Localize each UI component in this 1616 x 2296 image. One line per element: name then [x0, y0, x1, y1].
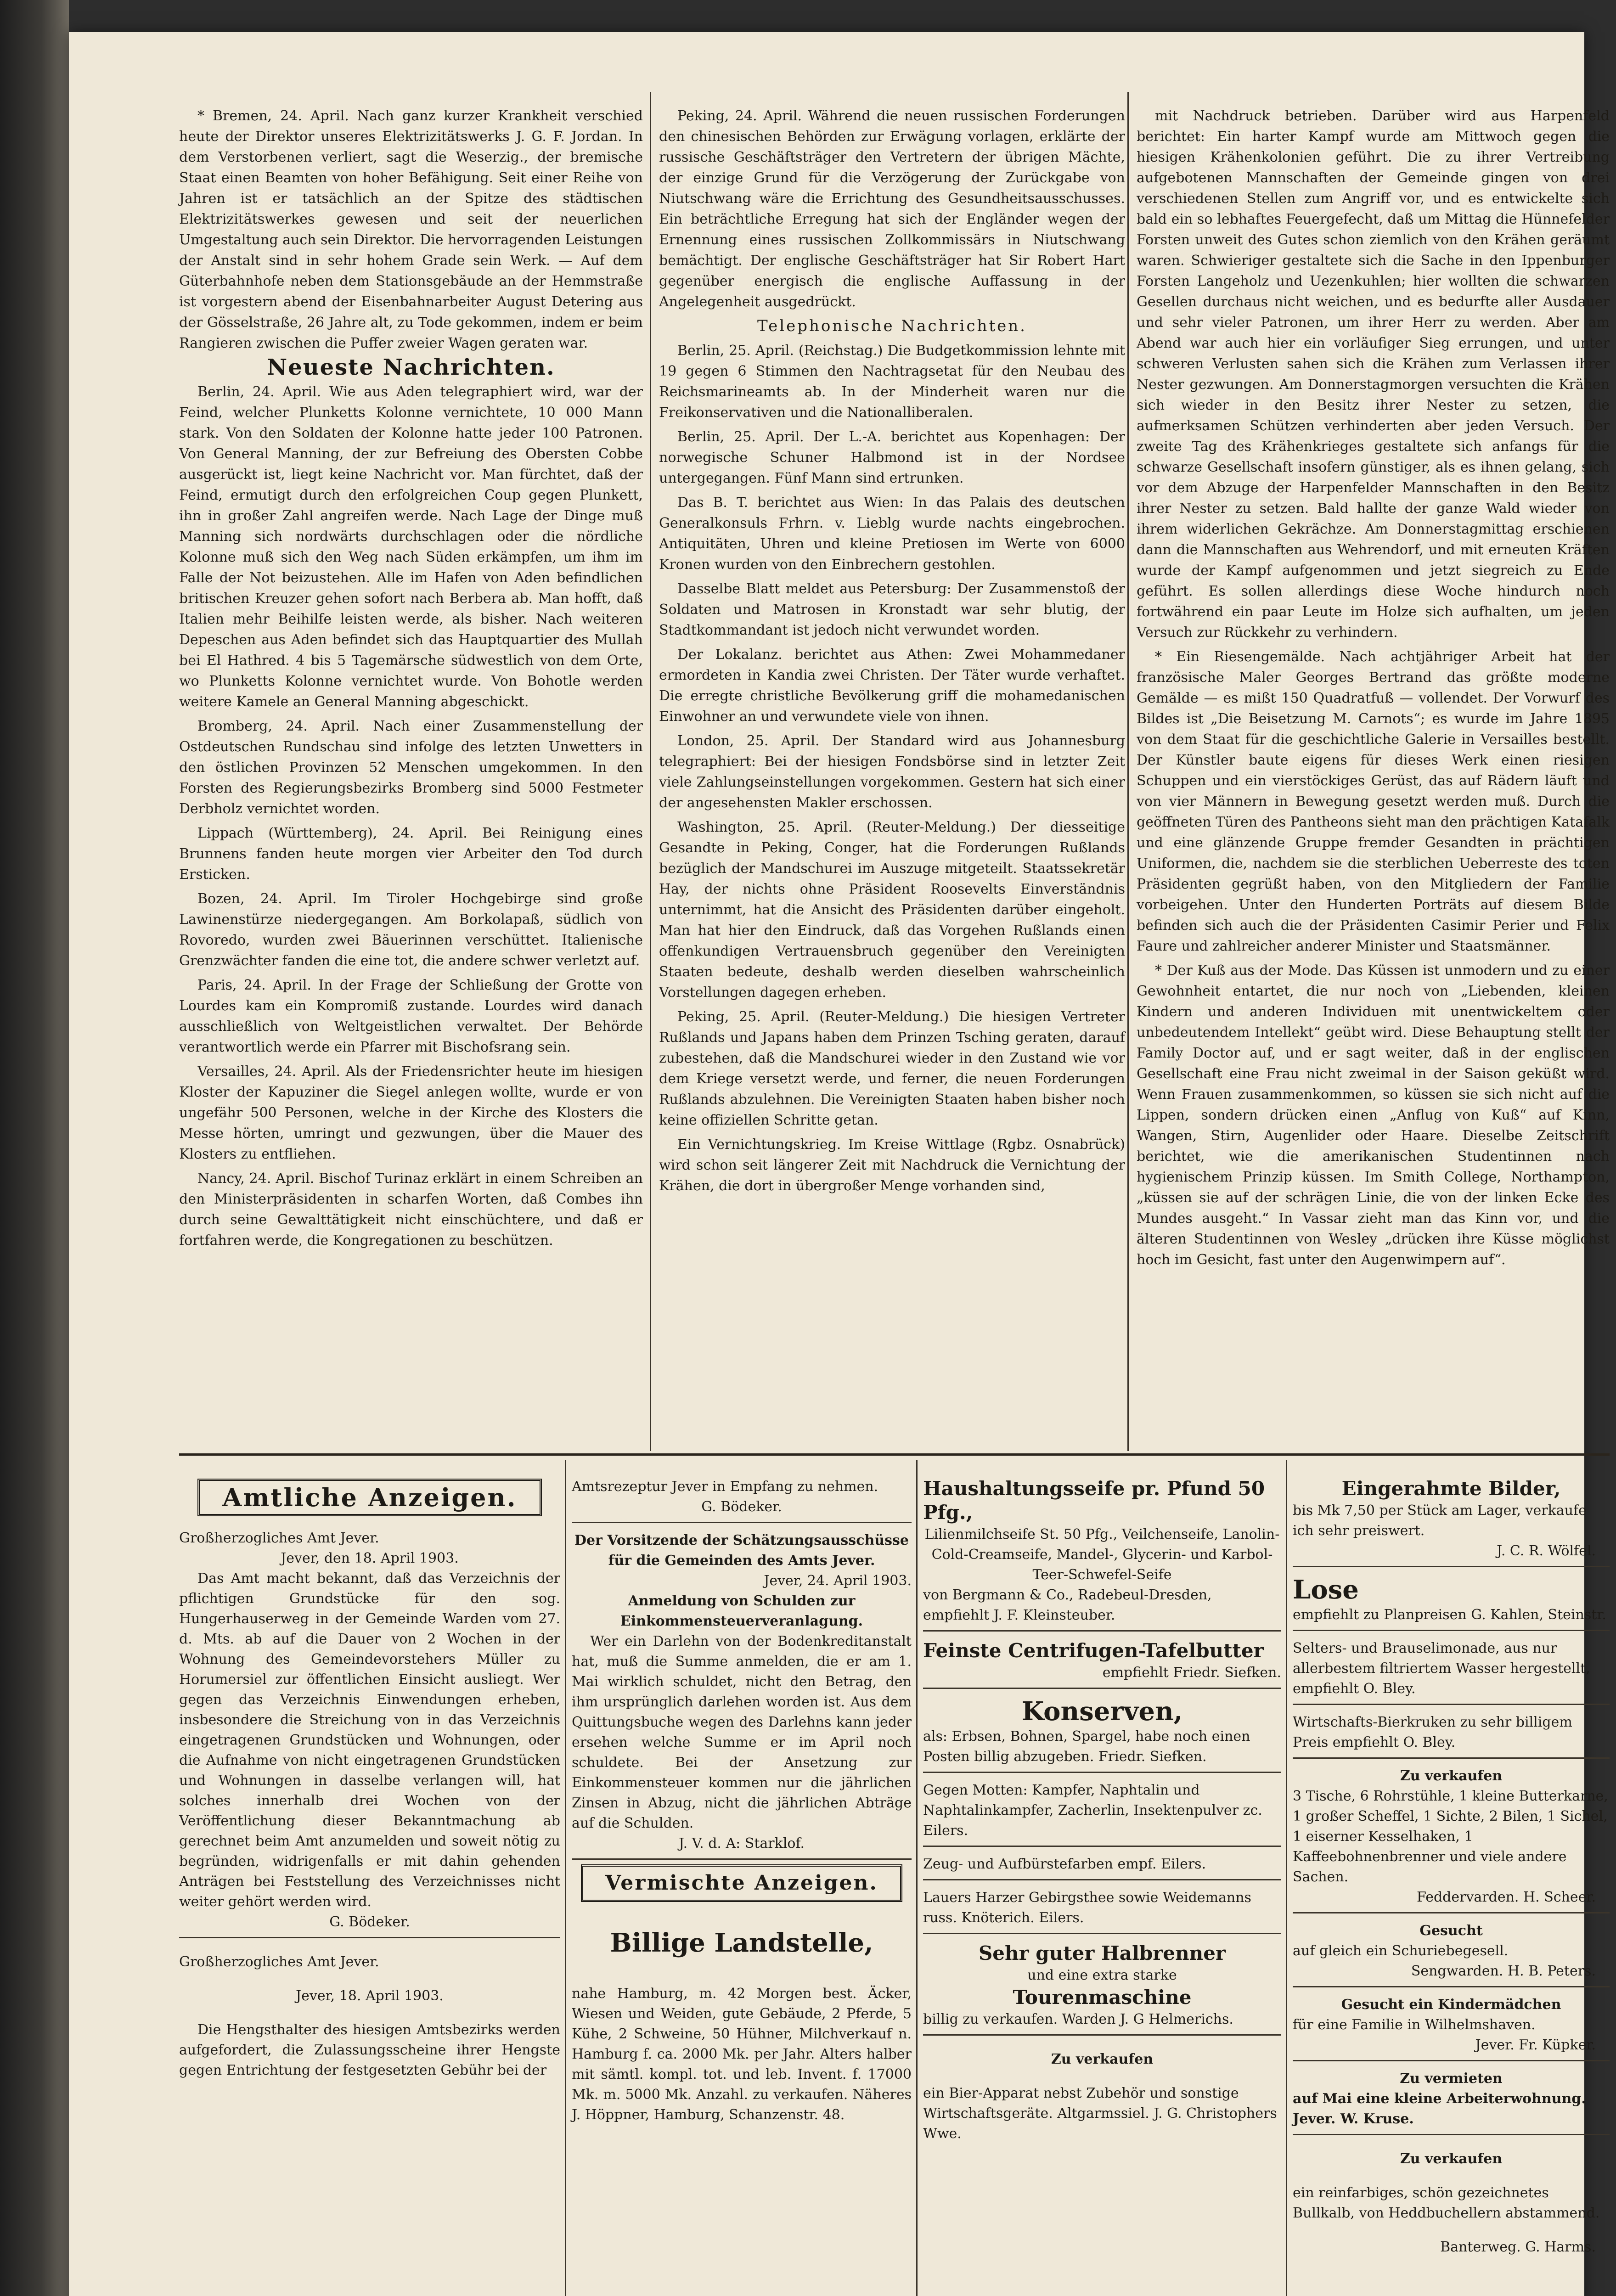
ad-text: ein reinfarbiges, schön gezeichnetes Bullkalb, von Heddbuchellern abstammend.: [1293, 2185, 1600, 2221]
news-column-3: [1137, 106, 1610, 1274]
ad-title: Zu verkaufen: [1051, 2051, 1154, 2067]
ad-selters: [1293, 1636, 1610, 1705]
ad-column-amtliche: [179, 1474, 560, 2094]
ad-text: Gegen Motten: Kampfer, Naphtalin und Naphtalinkampfer, Zacherlin, Insektenpulver zc. Eilers.: [923, 1782, 1262, 1839]
ad-motten: [923, 1778, 1281, 1847]
column-rule: [1127, 92, 1129, 1451]
notice-office: Großherzogliches Amt Jever.: [179, 1954, 379, 1970]
ad-text: nahe Hamburg, m. 42 Morgen best. Äcker, Wiesen und Weiden, gute Gebäude, 2 Pferde, 5 Kühe, 2 Schweine, 50 Hühner, Milchverkauf n. Hamburg f. ca. 2000 Mk. per Jahr. Alters halber mit sämtl. kompl. tot. und leb. Invent. f. 17000 Mk. m. 5000 Mk. Anzahl. zu verkaufen. Näheres J. Höppner, Hamburg, Schanzenstr. 48.: [572, 1986, 912, 2123]
article-bozen: Bozen, 24. April. Im Tiroler Hochgebirge sind große Lawinenstürze niedergegangen. Am Borkolapaß, südlich von Rovoredo, wurden zwei Bäuerinnen verschüttet. Italienische Grenzwächter fanden die eine tot, die andere schwer verletzt auf.: [179, 891, 643, 969]
article-versailles: Versailles, 24. April. Als der Friedensrichter heute im hiesigen Kloster der Kapuziner die Siegel anlegen wollte, wurde er von ungefähr 500 Personen, welche in der Kirche des Klosters die Messe hörten, umringt und gezwungen, über die Mauer des Klosters zu entfliehen.: [179, 1064, 643, 1162]
article-nancy: Nancy, 24. April. Bischof Turinaz erklärt in einem Schreiben an den Ministerpräsidenten in scharfen Worten, daß Combes ihn durch seine Gewalttätigkeit nicht einschüchtere, und daß er fortfahren werde, die Kongregationen zu beschützen.: [179, 1171, 643, 1249]
notice-text: Amtsrezeptur Jever in Empfang zu nehmen.: [572, 1479, 878, 1495]
ad-lose: [1293, 1572, 1610, 1631]
article-washington: Washington, 25. April. (Reuter-Meldung.) Der diesseitige Gesandte in Peking, Conger, hat die Forderungen Rußlands bezüglich der Mandschurei im Auszuge mitgeteilt. Staatssekretär Hay, der nichts ohne Präsident Roosevelts Einverständnis unternimmt, hat die Ansicht des Präsidenten darüber eingeholt. Man hat hier den Eindruck, daß das Vorgehen Rußlands einen offenkundigen Vertrauensbruch gegenüber den Vereinigten Staaten bedeute, deshalb werden dieselben wahrscheinlich Vorstellungen dagegen erheben.: [659, 819, 1125, 1001]
ad-kindermaedchen: [1293, 1992, 1610, 2061]
notice-date: Jever, 24. April 1903.: [764, 1573, 912, 1589]
article-lippach: Lippach (Württemberg), 24. April. Bei Reinigung eines Brunnens fanden heute morgen vier Arbeiter den Tod durch Ersticken.: [179, 825, 643, 883]
ad-bierkruken: [1293, 1710, 1610, 1759]
ad-text: Lauers Harzer Gebirgsthee sowie Weidemanns russ. Knöterich. Eilers.: [923, 1890, 1251, 1926]
section-heading-telephonische: Telephonische Nachrichten.: [757, 317, 1027, 335]
ad-subtitle: und eine extra starke: [1027, 1967, 1177, 1983]
notice-signature: G. Bödeker.: [329, 1914, 410, 1930]
ad-halbrenner: [923, 1939, 1281, 2036]
ad-title: Feinste Centrifugen-Tafelbutter: [923, 1639, 1264, 1662]
notice-hungerhauserweg: [179, 1525, 560, 1938]
ad-zeug: [923, 1851, 1281, 1880]
ad-text: Wirtschafts-Bierkruken zu sehr billigem Preis empfiehlt O. Bley.: [1293, 1714, 1572, 1750]
ad-text: Lilienmilchseife St. 50 Pfg., Veilchenseife, Lanolin-Cold-Creamseife, Mandel-, Glycerin- und Karbol-Teer-Schwefel-Seife: [924, 1526, 1280, 1583]
article-riesengemaelde: * Ein Riesengemälde. Nach achtjähriger Arbeit hat der französische Maler Georges Bertrand das größte moderne Gemälde — es mißt 150 Quadratfuß — vollendet. Der Vorwurf des Bildes ist „Die Beisetzung M. Carnots“; es wurde im Jahre 1895 von dem Staat für die geschichtliche Galerie in Versailles bestellt. Der Künstler baute eigens für dieses Werk einen riesigen Schuppen und ein vierstöckiges Gerüst, das auf Rädern läuft und von vier Männern in Bewegung gesetzt werden muß. Durch die geöffneten Türen des Pantheons sieht man den prächtigen Katafalk und eine glänzende Gruppe fremder Gesandten in prächtigen Uniformen, die, nachdem sie die sterblichen Ueberreste des toten Präsidenten gegrüßt haben, von den Mitgliedern der Familie vorbeigehen. Unter den Hunderten Porträts auf diesem Bilde befinden sich auch die der Präsidenten Casimir Perier und Felix Faure und zahlreicher anderer Minister und Staatsmänner.: [1137, 649, 1610, 954]
ad-title: Zu verkaufen: [1400, 2151, 1503, 2167]
ad-text: empfiehlt Friedr. Siefken.: [1102, 1665, 1281, 1681]
notice-date: Jever, 18. April 1903.: [296, 1988, 444, 2004]
notice-title: Anmeldung von Schulden zur Einkommensteuerveranlagung.: [620, 1593, 863, 1629]
ad-title: Eingerahmte Bilder,: [1341, 1477, 1561, 1500]
ad-text: billig zu verkaufen. Warden J. G Helmerichs.: [923, 2011, 1233, 2027]
notice-date: Jever, den 18. April 1903.: [281, 1550, 459, 1566]
amtliche-anzeigen-heading: Amtliche Anzeigen.: [197, 1479, 542, 1516]
notice-signature: G. Bödeker.: [701, 1499, 782, 1515]
vermischte-anzeigen-heading: Vermischte Anzeigen.: [581, 1864, 902, 1902]
ad-gesucht: [1293, 1918, 1610, 1987]
article-berlin-reichstag: Berlin, 25. April. (Reichstag.) Die Budgetkommission lehnte mit 19 gegen 6 Stimmen den Nachtragsetat für den Neubau des Reichsmarineamts ab. In der Minderheit waren nur die Freikonservativen und die Nationalliberalen.: [659, 343, 1125, 421]
article-vernichtungskrieg: Ein Vernichtungskrieg. Im Kreise Wittlage (Rgbz. Osnabrück) wird schon seit längerer Zeit mit Nachdruck die Vernichtung der Krähen, die dort in übergroßer Menge vorhanden sind,: [659, 1137, 1125, 1194]
ad-text: als: Erbsen, Bohnen, Spargel, habe noch einen Posten billig abzugeben. Friedr. Siefken.: [923, 1728, 1250, 1765]
ad-column-rule: [916, 1460, 918, 2296]
article-paris: Paris, 24. April. In der Frage der Schließung der Grotte von Lourdes kam ein Kompromiß zustande. Lourdes wird danach ausschließlich von Weltgeistlichen verwaltet. Der Behörde verantwortlich werde ein Pfarrer mit Bischofsrang sein.: [179, 977, 643, 1055]
ad-title: Billige Landstelle,: [610, 1928, 873, 1958]
ad-text: von Bergmann & Co., Radebeul-Dresden, empfiehlt J. F. Kleinsteuber.: [923, 1587, 1212, 1623]
ad-text: auf gleich ein Schuriebegesell.: [1293, 1943, 1509, 1959]
article-berlin-kopenhagen: Berlin, 25. April. Der L.-A. berichtet aus Kopenhagen: Der norwegische Schuner Halbmond ist in der Nordsee untergegangen. Fünf Mann sind ertrunken.: [659, 429, 1125, 486]
notice-text: Das Amt macht bekannt, daß das Verzeichnis der pflichtigen Grundstücke für den sog. Hungerhauserweg in der Gemeinde Warden vom 27. d. Mts. ab auf die Dauer von 2 Wochen in der Wohnung des Gemeindevorstehers Müller zu Horumersiel zur öffentlichen Einsicht ausliegt. Wer gegen das Verzeichnis Einwendungen erheben, insbesondere die Streichung von in das Verzeichnis eingetragenen Grundstücken und Wohnungen, oder die Aufnahme von nicht eingetragenen Grundstücken und Wohnungen in dasselbe verlangen will, hat solches innerhalb drei Wochen von der Veröffentlichung dieser Bekanntmachung ab gerechnet beim Amt anzumelden und soweit nötig zu begründen, widrigenfalls er mit dahin gehenden Anträgen bei Feststellung des Verzeichnisses nicht weiter gehört werden wird.: [179, 1570, 560, 1910]
ad-title: Gesucht: [1419, 1923, 1483, 1939]
notice-continuation: [572, 1474, 912, 1523]
ad-text: auf Mai eine kleine Arbeiterwohnung. Jever. W. Kruse.: [1293, 2091, 1586, 2127]
ad-text: für eine Familie in Wilhelmshaven.: [1293, 2017, 1536, 2033]
article-petersburg: Dasselbe Blatt meldet aus Petersburg: Der Zusammenstoß der Soldaten und Matrosen in Kronstadt war sehr blutig, der Stadtkommandant ist jedoch nicht verwundet worden.: [659, 581, 1125, 638]
ad-signature: Feddervarden. H. Scheer.: [1417, 1889, 1596, 1905]
notice-hengsthalter: [179, 1952, 560, 2081]
newspaper-page: [69, 32, 1610, 2296]
notice-schaetzung: [572, 1528, 912, 1860]
article-bremen: * Bremen, 24. April. Nach ganz kurzer Krankheit verschied heute der Direktor unseres Elektrizitätswerks J. G. F. Jordan. In dem Verstorbenen verliert, sagt die Weserzig., der bremische Staat einen Beamten von hoher Befähigung. Seit einer Reihe von Jahren ist er tatsächlich an der Spitze des städtischen Elektrizitätswerkes gewesen und seit der neuerlichen Umgestaltung auch sein Direktor. Die hervorragenden Leistungen der Anstalt sind in sehr hohem Grade sein Werk. — Auf dem Güterbahnhofe neben dem Stationsgebäude an der Hemmstraße ist vorgestern abend der Eisenbahnarbeiter August Detering aus der Gösselstraße, 26 Jahre alt, zu Tode gekommen, indem er beim Rangieren zwischen die Puffer zweier Wagen geraten war.: [179, 108, 643, 351]
article-kuss: * Der Kuß aus der Mode. Das Küssen ist unmodern und zu einer Gewohnheit entartet, die nur noch von „Liebenden, kleinen Kindern und anderen Individuen mit unentwickeltem oder unbedeutendem Intellekt“ geübt wird. Diese Behauptung stellt der Family Doctor auf, und er sagt weiter, daß in der englischen Gesellschaft eine Frau nicht zweimal in der Saison geküßt wird. Wenn Frauen zusammenkommen, so küssen sie sich nicht auf die Lippen, sondern drücken einen „Anflug von Kuß“ auf Kinn, Wangen, Stirn, Augenlider oder Haare. Dieselbe Zeitschrift berichtet, wie die amerikanischen Studentinnen nach hygienischem Prinzip küssen. Im Smith College, Northampton, „küssen sie auf der schrägen Linie, die von der linken Ecke des Mundes ausgeht.“ In Vassar zieht man das Kinn vor, und die älteren Studentinnen von Wesley „drücken ihre Küsse möglichst hoch im Gesicht, fast unter den Augenwimpern auf“.: [1137, 962, 1610, 1268]
ad-title: Sehr guter Halbrenner: [978, 1942, 1226, 1964]
column-rule: [650, 92, 651, 1451]
ad-title: Gesucht ein Kindermädchen: [1341, 1997, 1561, 2013]
news-column-1: [179, 106, 643, 1255]
ad-text: Zeug- und Aufbürstefarben empf. Eilers.: [923, 1856, 1206, 1872]
notice-text: Die Hengsthalter des hiesigen Amtsbezirks werden aufgefordert, die Zulassungsscheine ihrer Hengste gegen Entrichtung der festgesetzten Gebühr bei der: [179, 2022, 560, 2078]
article-peking-2: Peking, 25. April. (Reuter-Meldung.) Die hiesigen Vertreter Rußlands und Japans haben dem Prinzen Tsching geraten, darauf zubestehen, daß die Mandschurei wieder in den Zustand wie vor dem Kriege versetzt werde, und ferner, die neuen Forderungen Rußlands abzulehnen. Die Vereinigten Staaten haben bisher noch keine offiziellen Schritte getan.: [659, 1009, 1125, 1128]
ad-column-4: [1293, 1474, 1610, 2271]
ad-seife: [923, 1474, 1281, 1632]
article-london: London, 25. April. Der Standard wird aus Johannesburg telegraphiert: Bei der hiesigen Fondsbörse sind in letzter Zeit viele Zahlungseinstellungen vorgekommen. Gestern hat sich einer der angesehensten Makler erschossen.: [659, 733, 1125, 811]
ad-signature: J. C. R. Wölfel.: [1497, 1543, 1596, 1559]
notice-office: Der Vorsitzende der Schätzungsausschüsse für die Gemeinden des Amts Jever.: [574, 1532, 909, 1569]
notice-signature: J. V. d. A: Starklof.: [678, 1835, 805, 1851]
ad-text: 3 Tische, 6 Rohrstühle, 1 kleine Butterkarne, 1 großer Scheffel, 1 Sichte, 2 Bilen, 1 Sichel, 1 eiserner Kesselhaken, 1 Kaffeebohnenbrenner und viele andere Sachen.: [1293, 1788, 1608, 1885]
article-bromberg: Bromberg, 24. April. Nach einer Zusammenstellung der Ostdeutschen Rundschau sind infolge des letzten Unwetters in den östlichen Provinzen 52 Menschen umgekommen. In den Forsten des Regierungsbezirks Bromberg sind 5000 Festmeter Derbholz vernichtet worden.: [179, 718, 643, 817]
ad-text: bis Mk 7,50 per Stück am Lager, verkaufe ich sehr preiswert.: [1293, 1503, 1587, 1539]
ad-text: ein Bier-Apparat nebst Zubehör und sonstige Wirtschaftsgeräte. Altgarmssiel. J. G. Christophers Wwe.: [923, 2085, 1277, 2142]
section-heading-neueste: Neueste Nachrichten.: [267, 355, 555, 380]
article-peking: Peking, 24. April. Während die neuen russischen Forderungen den chinesischen Behörden zur Erwägung vorlagen, erklärte der russische Geschäftsträger den Vertretern der übrigen Mächte, der einzige Grund für die Verzögerung der Zurückgabe von Niutschwang wäre die Errichtung des Gesundheitsausschusses. Ein beträchtliche Erregung hat sich der Engländer wegen der Ernennung eines russischen Zollkommissärs in Niutschwang bemächtigt. Der englische Geschäftsträger hat Sir Robert Hart gegenüber energisch die englische Auffassung in der Angelegenheit ausgedrückt.: [659, 108, 1125, 310]
ad-text: empfiehlt zu Planpreisen G. Kahlen, Steinstr.: [1293, 1607, 1606, 1623]
ad-bullkalb: [1293, 2149, 1610, 2257]
ad-title: Konserven,: [1021, 1696, 1183, 1727]
ad-column-rule: [565, 1460, 566, 2296]
ad-konserven: [923, 1694, 1281, 1773]
ad-signature: Jever. Fr. Küpker.: [1475, 2037, 1596, 2053]
ad-bierapparat: [923, 2049, 1281, 2144]
news-column-2: [659, 106, 1125, 1200]
ad-text: Selters- und Brauselimonade, aus nur allerbestem filtriertem Wasser hergestellt, empfiehlt O. Bley.: [1293, 1640, 1590, 1697]
ad-bilder: [1293, 1474, 1610, 1567]
ad-title: Tourenmaschine: [1013, 1986, 1192, 2009]
ad-vermieten: [1293, 2066, 1610, 2135]
ad-column-rule: [1286, 1460, 1287, 2296]
ad-title: Lose: [1293, 1575, 1359, 1605]
ad-title: Haushaltungsseife pr. Pfund 50 Pfg.,: [923, 1477, 1265, 1524]
article-athen: Der Lokalanz. berichtet aus Athen: Zwei Mohammedaner ermordeten in Kandia zwei Christen. Der Täter wurde verhaftet. Die erregte christliche Bevölkerung griff die mohamedanischen Einwohner an und verwundete viele von ihnen.: [659, 647, 1125, 725]
ad-column-2: [572, 1474, 912, 2139]
ad-column-3: [923, 1474, 1281, 2158]
article-berlin: Berlin, 24. April. Wie aus Aden telegraphiert wird, war der Feind, welcher Plunketts Kolonne vernichtete, 10 000 Mann stark. Von den Soldaten der Kolonne hatte jeder 100 Patronen. Von General Manning, der zur Befreiung des Obersten Cobbe ausgerückt ist, liegt keine Nachricht vor. Man fürchtet, daß der Feind, ermutigt durch den erfolgreichen Coup gegen Plunkett, ihn in großer Zahl angreifen werde. Nach Lage der Dinge muß Manning sich nordwärts durchschlagen oder die nördliche Kolonne muß sich den Weg nach Süden erkämpfen, um ihm im Falle der Not beizustehen. Alle im Hafen von Aden befindlichen britischen Kreuzer gehen sofort nach Berbera ab. Man hofft, daß Italien mehr Beihilfe leisten werde, als bisher. Nach weiteren Depeschen aus Aden befindet sich das Hauptquartier des Mullah bei El Hathred. 4 bis 5 Tagemärsche südwestlich von dem Orte, wo Plunketts Kolonne vernichtet wurde. Von Bohotle werden weitere Kamele an General Manning abgeschickt.: [179, 384, 643, 710]
ad-title: Zu vermieten: [1400, 2071, 1503, 2087]
ad-signature: Sengwarden. H. B. Peters.: [1411, 1963, 1596, 1979]
notice-text: Wer ein Darlehn von der Bodenkreditanstalt hat, muß die Summe anmelden, die er am 1. Mai wirklich schuldet, nicht den Betrag, den ihm ursprünglich darlehen worden ist. Aus dem Quittungsbuche wegen des Darlehns kann jeder ersehen welche Summe er im April noch schuldete. Bei der Ansetzung zur Einkommensteuer kommen nur die jährlichen Zinsen in Abzug, nicht die jährlichen Abträge auf die Schulden.: [572, 1633, 912, 1831]
ad-title: Zu verkaufen: [1400, 1768, 1503, 1784]
article-wien: Das B. T. berichtet aus Wien: In das Palais des deutschen Generalkonsuls Frhrn. v. Lieblg wurde nachts eingebrochen. Antiquitäten, Uhren und kleine Pretiosen im Werte von 6000 Kronen wurden von den Einbrechern gestohlen.: [659, 495, 1125, 573]
ad-signature: Banterweg. G. Harms.: [1440, 2239, 1596, 2255]
ad-landstelle: [572, 1928, 912, 2125]
book-binding: [0, 0, 69, 2296]
ad-tee: [923, 1885, 1281, 1934]
article-kraehen-cont: mit Nachdruck betrieben. Darüber wird aus Harpenfeld berichtet: Ein harter Kampf wurde am Mittwoch gegen die hiesigen Krähenkolonien geführt. Die zu ihrer Vertreibung aufgebotenen Mannschaften der Gemeinde gingen von drei verschiedenen Stellen zum Angriff vor, und es entwickelte sich bald ein so lebhaftes Feuergefecht, daß um Mittag die Hünnefelder Forsten unweit des Gutes schon ziemlich von den Krähen geräumt waren. Schwieriger gestaltete sich die Sache in den Ippenburger Forsten Langeholz und Uezenkuhlen; hier wollten die schwarzen Gesellen durchaus nicht weichen, und es bedurfte aller Ausdauer und sehr vieler Patronen, um ihrer Herr zu werden. Aber am Abend war auch hier ein vorläufiger Sieg errungen, und unter schweren Verlusten sahen sich die Krähen zum Verlassen ihrer Nester gezwungen. Am Donnerstagmorgen versuchten die Krähen sich wieder in den Besitz ihrer Nester zu setzen, die aufmerksamen Schützen verhinderten aber jeden Versuch. Der zweite Tag des Krähenkrieges gestaltete sich anfangs für die schwarze Gesellschaft insofern günstiger, als es ihnen gelang, sich vor dem Abzuge der Harpenfelder Mannschaften in den Besitz ihrer Nester zu setzen. Bald hallte der ganze Wald wieder von ihrem widerlichen Gekrächze. Am Donnerstagmittag erschienen dann die Mannschaften aus Wehrendorf, und mit erneuten Kräften wurde der Kampf aufgenommen und jetzt siegreich zu Ende geführt. Es sollen allerdings diese Woche hindurch noch fortwährend ein paar Leute im Holze sich aufhalten, um jeden Versuch zur Rückkehr zu verhindern.: [1137, 108, 1610, 641]
ad-verkaufen-scheer: [1293, 1763, 1610, 1913]
notice-office: Großherzogliches Amt Jever.: [179, 1530, 379, 1546]
ads-separator: [179, 1453, 1610, 1456]
ad-butter: [923, 1636, 1281, 1689]
